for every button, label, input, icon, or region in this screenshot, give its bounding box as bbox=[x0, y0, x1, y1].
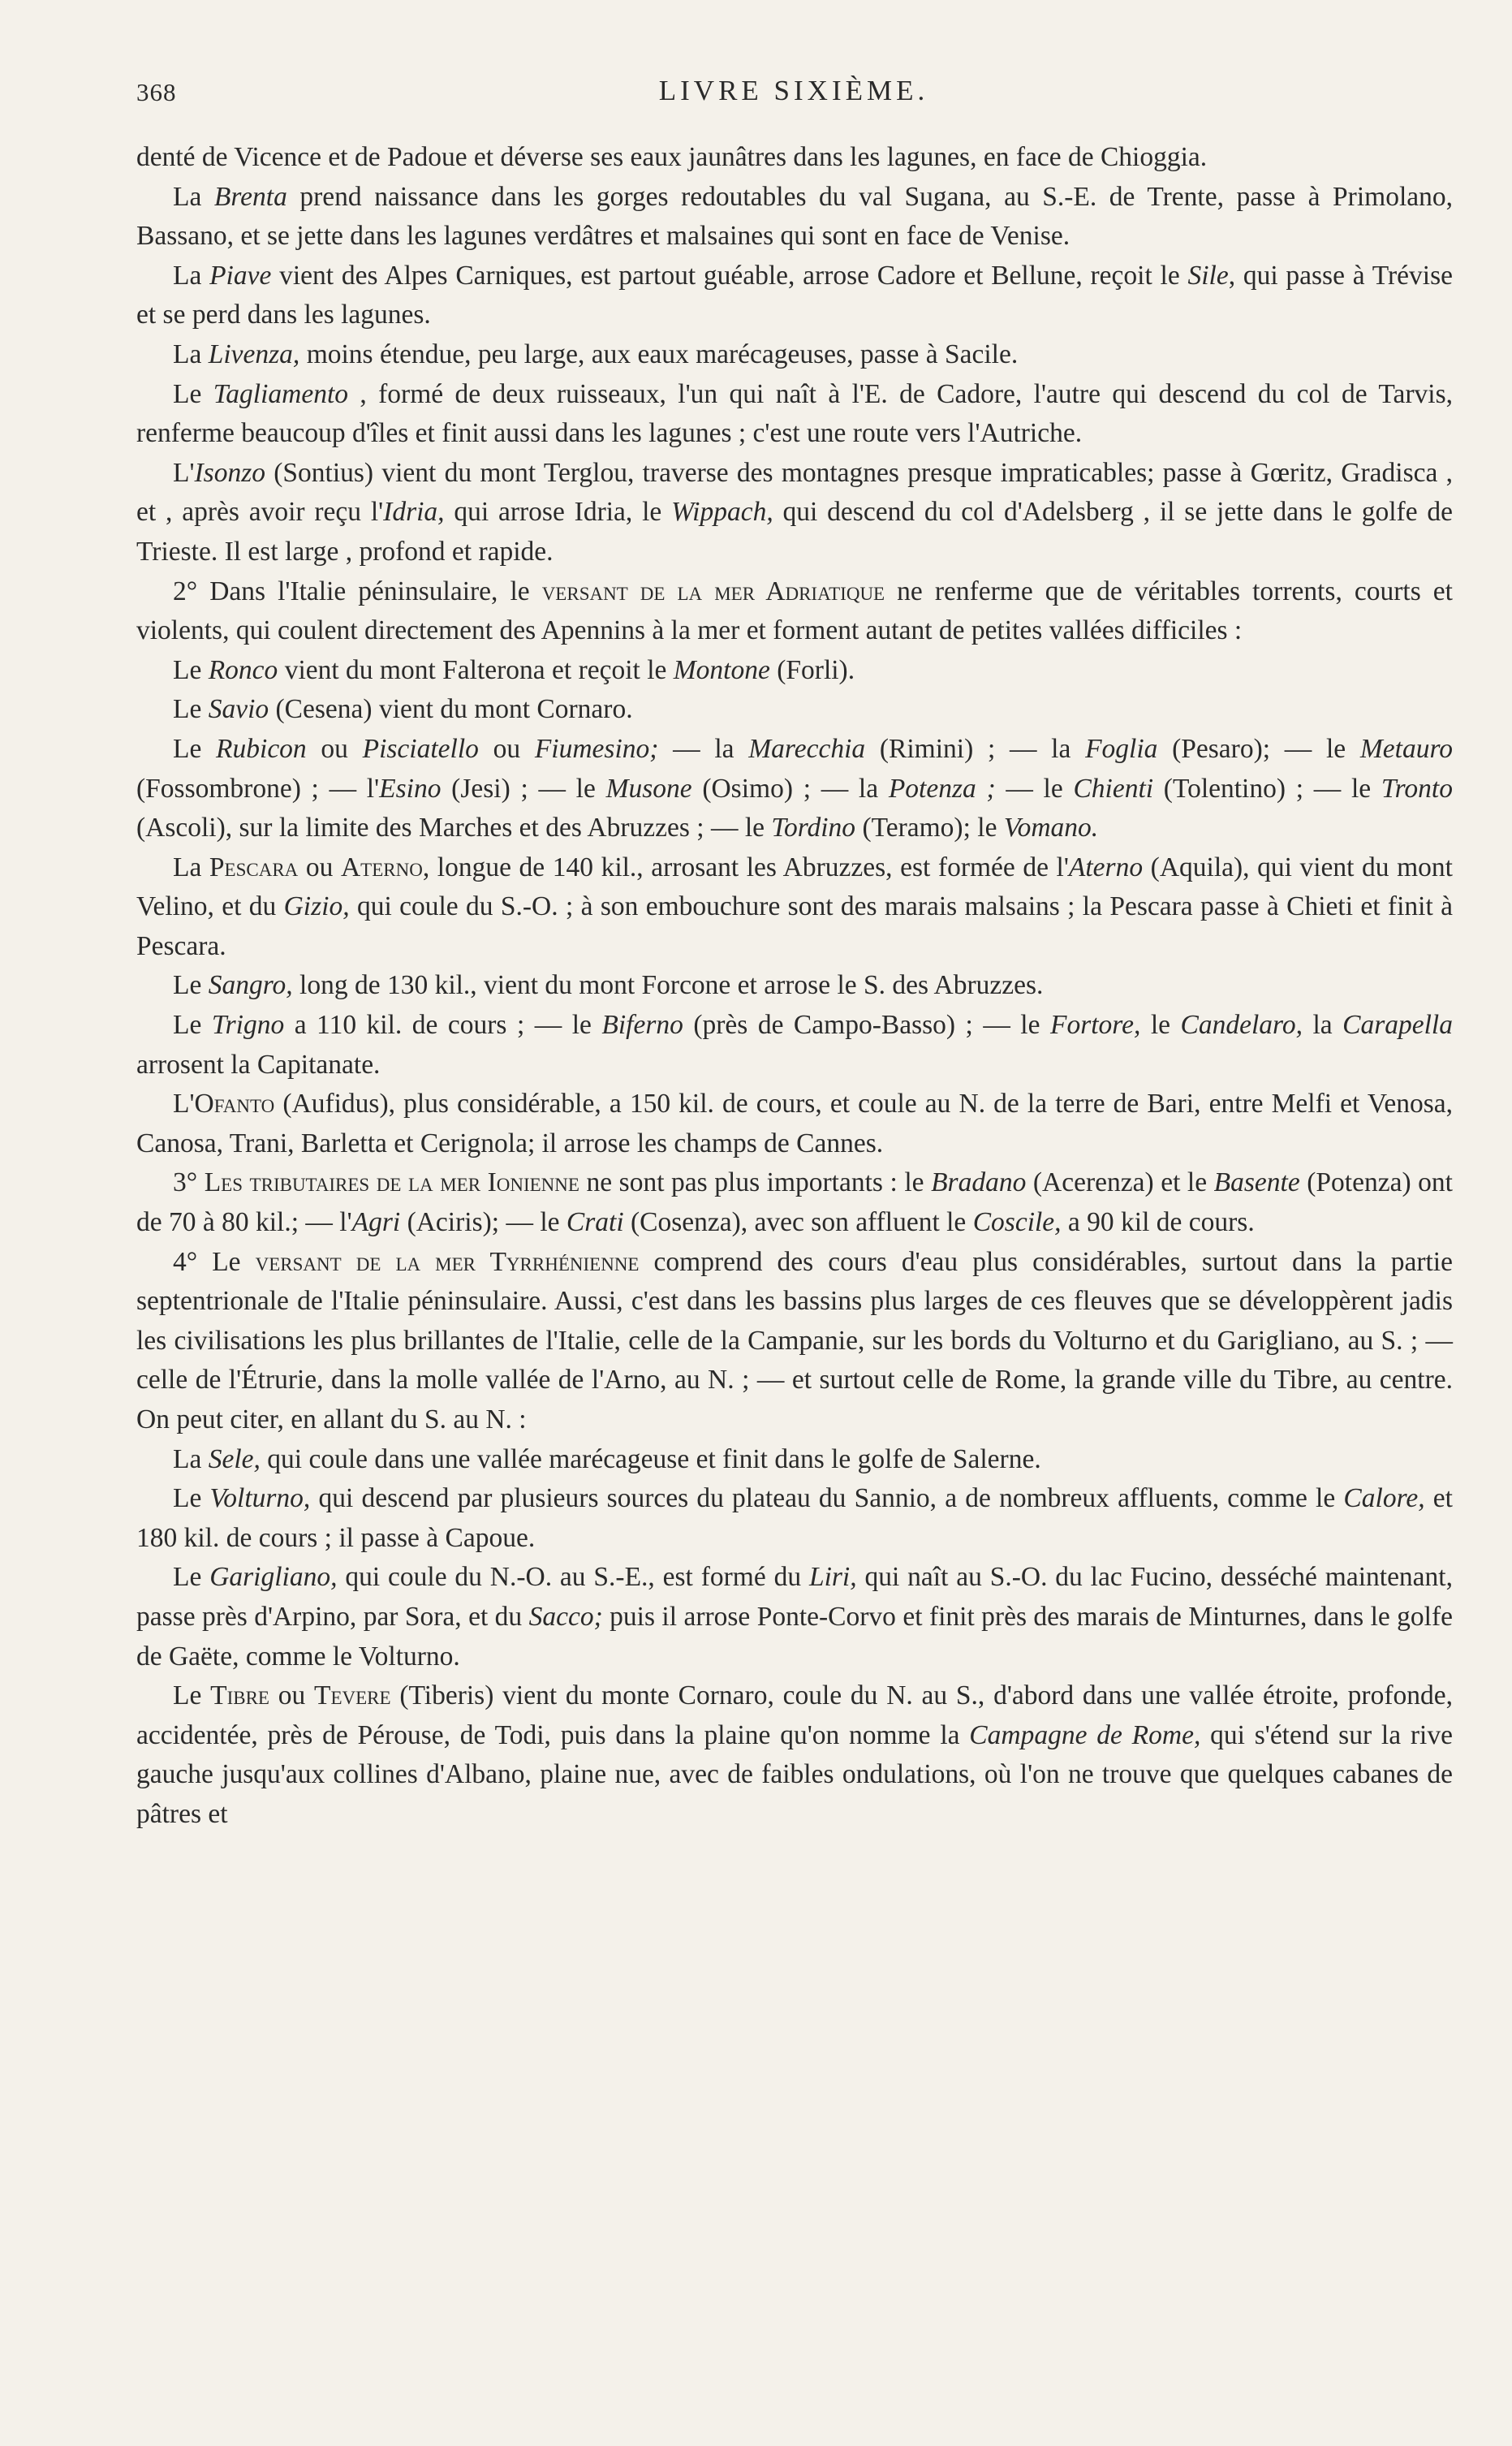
text-run: Le bbox=[173, 654, 209, 685]
text-run: 2° Dans l'Italie péninsulaire, le bbox=[173, 576, 542, 606]
text-run: puis il arrose Ponte-Corvo et finit près des marais de Minturnes, dans le golfe de Gaëte, comme le Volturno. bbox=[136, 1601, 1453, 1672]
paragraph-p11 bbox=[136, 848, 1453, 967]
text-run: — la bbox=[658, 733, 749, 764]
text-run: (Aquila), qui vient du mont Velino, et du bbox=[136, 852, 1453, 922]
text-run: qui descend du col d'Adelsberg , il se jette dans le golfe de Trieste. Il est large , profond et rapide. bbox=[136, 497, 1453, 567]
italic-term: Liri, bbox=[808, 1562, 857, 1593]
text-run: , formé de deux ruisseaux, l'un qui naît à l'E. de Cadore, l'autre qui descend du col de Tarvis, renferme beaucoup d'îles et finit aussi dans les lagunes ; c'est une route vers l'Autriche. bbox=[136, 378, 1453, 449]
small-caps-term: Tevere bbox=[314, 1680, 391, 1711]
italic-term: Tronto bbox=[1381, 773, 1453, 804]
text-run: La bbox=[173, 1443, 209, 1474]
paragraph-p10 bbox=[136, 730, 1453, 848]
italic-term: Savio bbox=[208, 694, 269, 725]
text-run: (Cesena) vient du mont Cornaro. bbox=[269, 694, 633, 725]
italic-term: Agri bbox=[351, 1207, 401, 1238]
italic-term: Tordino bbox=[771, 813, 856, 843]
text-run: (Teramo); le bbox=[855, 813, 1004, 843]
small-caps-term: Les tributaires de la mer Ionienne bbox=[204, 1167, 579, 1198]
text-run: prend naissance dans les gorges redoutables du val Sugana, au S.-E. de Trente, passe à Primolano, Bassano, et se jette dans les lagunes verdâtres et malsaines qui sont en face de Venise. bbox=[136, 181, 1453, 252]
text-run: (Acerenza) et le bbox=[1026, 1167, 1214, 1198]
italic-term: Potenza ; bbox=[888, 773, 996, 804]
italic-term: Piave bbox=[209, 260, 272, 291]
paragraph-p2 bbox=[136, 178, 1453, 257]
text-run: Le bbox=[173, 1483, 210, 1514]
page-header bbox=[136, 71, 1451, 112]
text-run: , longue de 140 kil., arrosant les Abruzzes, est formée de l' bbox=[422, 852, 1069, 882]
paragraph-p16 bbox=[136, 1243, 1453, 1440]
text-run: (Tiberis) vient du monte Cornaro, coule du N. au S., d'abord dans une vallée étroite, profonde, accidentée, près de Pérouse, de Todi, puis dans la plaine qu'on nomme la bbox=[136, 1680, 1453, 1750]
italic-term: Campagne de Rome, bbox=[969, 1719, 1201, 1750]
italic-term: Garigliano, bbox=[209, 1562, 338, 1593]
text-run: comprend des cours d'eau plus considérables, surtout dans la partie septentrionale de l'Italie péninsulaire. Aussi, c'est dans les bassins plus larges de ces fleuves que se développèrent jadis les civilisations les plus brillantes de l'Italie, celle de la Campanie, sur les bords du Volturno et du Garigliano, au S. ; — celle de l'Étrurie, dans la molle vallée de l'Arno, au N. ; — et surtout celle de Rome, la grande ville du Tibre, au centre. On peut citer, en allant du S. au N. : bbox=[136, 1246, 1453, 1434]
italic-term: Trigno bbox=[211, 1010, 285, 1041]
small-caps-term: Tibre bbox=[210, 1680, 269, 1711]
paragraph-p19 bbox=[136, 1558, 1453, 1676]
small-caps-term: Aterno bbox=[340, 852, 423, 882]
text-run: Le bbox=[173, 694, 209, 725]
text-run: (Aufidus), plus considérable, a 150 kil. de cours, et coule au N. de la terre de Bari, entre Melfi et Venosa, Canosa, Trani, Barletta et Cerignola; il arrose les champs de Cannes. bbox=[136, 1089, 1453, 1158]
text-run: (près de Campo-Basso) ; — le bbox=[683, 1010, 1050, 1041]
paragraph-p6 bbox=[136, 454, 1453, 572]
body-text bbox=[136, 138, 1453, 1835]
text-run: et 180 kil. de cours ; il passe à Capoue. bbox=[136, 1483, 1453, 1553]
text-run: La bbox=[173, 339, 209, 369]
italic-term: Aterno bbox=[1068, 852, 1144, 882]
text-run: (Osimo) ; — la bbox=[691, 773, 889, 804]
text-run: Le bbox=[173, 733, 217, 764]
italic-term: Wippach, bbox=[671, 497, 773, 528]
text-run: qui arrose Idria, le bbox=[444, 497, 672, 528]
small-caps-term: Pescara bbox=[209, 852, 299, 882]
text-run: (Forli). bbox=[769, 654, 855, 685]
text-run: qui coule dans une vallée marécageuse et finit dans le golfe de Salerne. bbox=[260, 1443, 1041, 1474]
italic-term: Livenza, bbox=[208, 339, 300, 369]
italic-term: Ronco bbox=[208, 654, 278, 685]
italic-term: Marecchia bbox=[748, 733, 866, 764]
italic-term: Isonzo bbox=[194, 457, 265, 488]
italic-term: Candelaro, bbox=[1180, 1010, 1303, 1041]
italic-term: Sele, bbox=[208, 1443, 261, 1474]
text-run: arrosent la Capitanate. bbox=[136, 1049, 381, 1080]
text-run: ou bbox=[298, 852, 341, 882]
italic-term: Fortore, bbox=[1049, 1010, 1141, 1041]
italic-term: Calore, bbox=[1343, 1483, 1425, 1514]
paragraph-p5 bbox=[136, 375, 1453, 454]
paragraph-p1 bbox=[136, 138, 1453, 178]
text-run: 4° Le bbox=[173, 1246, 256, 1277]
paragraph-p15 bbox=[136, 1163, 1453, 1242]
italic-term: Bradano bbox=[931, 1167, 1027, 1198]
text-run: a 110 kil. de cours ; — le bbox=[284, 1010, 602, 1041]
small-caps-term: versant de la mer Tyrrhénienne bbox=[255, 1246, 640, 1277]
text-run: Le bbox=[173, 1010, 212, 1041]
text-run: La bbox=[173, 181, 214, 212]
paragraph-p7 bbox=[136, 572, 1453, 651]
text-run: ou bbox=[269, 1680, 315, 1711]
text-run: ne sont pas plus importants : le bbox=[579, 1167, 932, 1198]
italic-term: Vomano. bbox=[1003, 813, 1099, 843]
italic-term: Metauro bbox=[1359, 733, 1454, 764]
text-run: vient du mont Falterona et reçoit le bbox=[278, 654, 674, 685]
text-run: qui coule du N.-O. au S.-E., est formé du bbox=[337, 1562, 809, 1593]
italic-term: Montone bbox=[673, 654, 770, 685]
text-run: (Ascoli), sur la limite des Marches et des Abruzzes ; — le bbox=[136, 813, 772, 843]
text-run: ou bbox=[478, 733, 535, 764]
paragraph-p12 bbox=[136, 966, 1453, 1006]
text-run: Le bbox=[173, 1680, 211, 1711]
text-run: La bbox=[173, 260, 210, 291]
text-run: ne renferme que de véritables torrents, courts et violents, qui coulent directement des Apennins à la mer et forment autant de petites vallées difficiles : bbox=[136, 576, 1453, 646]
text-run: qui coule du S.-O. ; à son embouchure sont des marais malsains ; la Pescara passe à Chieti et finit à Pescara. bbox=[136, 891, 1453, 961]
small-caps-term: versant de la mer Adriatique bbox=[541, 576, 885, 606]
text-run: , qui passe à Trévise et se perd dans les lagunes. bbox=[136, 260, 1453, 330]
text-run: le bbox=[1140, 1010, 1181, 1041]
italic-term: Chienti bbox=[1073, 773, 1154, 804]
text-run: long de 130 kil., vient du mont Forcone et arrose le S. des Abruzzes. bbox=[292, 970, 1044, 1001]
paragraph-p13 bbox=[136, 1006, 1453, 1085]
italic-term: Volturno, bbox=[209, 1483, 311, 1514]
italic-term: Crati bbox=[566, 1207, 624, 1238]
text-run: qui naît au S.-O. du lac Fucino, desséché maintenant, passe près d'Arpino, par Sora, et du bbox=[136, 1562, 1453, 1632]
text-run: (Sontius) vient du mont Terglou, traverse des montagnes presque impraticables; passe à Gœritz, Gradisca , et , après avoir reçu l' bbox=[136, 457, 1453, 528]
text-run: ou bbox=[306, 733, 363, 764]
italic-term: Foglia bbox=[1085, 733, 1158, 764]
text-run: (Cosenza), avec son affluent le bbox=[623, 1207, 973, 1238]
text-run: Le bbox=[173, 970, 209, 1001]
text-run: (Pesaro); — le bbox=[1157, 733, 1360, 764]
paragraph-p18 bbox=[136, 1479, 1453, 1558]
italic-term: Sacco; bbox=[528, 1601, 603, 1632]
text-run: L' bbox=[173, 457, 195, 488]
text-run: Le bbox=[173, 378, 213, 409]
italic-term: Basente bbox=[1213, 1167, 1300, 1198]
text-run: (Fossombrone) ; — l' bbox=[136, 773, 380, 804]
paragraph-p9 bbox=[136, 690, 1453, 730]
text-run: (Tolentino) ; — le bbox=[1153, 773, 1381, 804]
text-run: moins étendue, peu large, aux eaux marécageuses, passe à Sacile. bbox=[299, 339, 1019, 369]
text-run: vient des Alpes Carniques, est partout guéable, arrose Cadore et Bellune, reçoit le bbox=[271, 260, 1188, 291]
italic-term: Coscile, bbox=[972, 1207, 1062, 1238]
text-run: (Aciris); — le bbox=[400, 1207, 566, 1238]
italic-term: Pisciatello bbox=[362, 733, 479, 764]
paragraph-p17 bbox=[136, 1440, 1453, 1480]
text-run: (Jesi) ; — le bbox=[441, 773, 606, 804]
text-run: qui s'étend sur la rive gauche jusqu'aux collines d'Albano, plaine nue, avec de faibles ondulations, où l'on ne trouve que quelques cabanes de pâtres et bbox=[136, 1719, 1453, 1829]
paragraph-p4 bbox=[136, 335, 1453, 375]
italic-term: Biferno bbox=[601, 1010, 683, 1041]
italic-term: Esino bbox=[379, 773, 442, 804]
text-run: — le bbox=[995, 773, 1074, 804]
text-run: denté de Vicence et de Padoue et déverse ses eaux jaunâtres dans les lagunes, en face de Chioggia. bbox=[136, 142, 1208, 172]
paragraph-p20 bbox=[136, 1676, 1453, 1834]
italic-term: Rubicon bbox=[216, 733, 307, 764]
italic-term: Tagliamento bbox=[213, 378, 349, 409]
small-caps-term: Ofanto bbox=[194, 1089, 275, 1119]
italic-term: Musone bbox=[605, 773, 692, 804]
italic-term: Brenta bbox=[213, 181, 287, 212]
paragraph-p14 bbox=[136, 1085, 1453, 1163]
italic-term: Sangro, bbox=[208, 970, 293, 1001]
text-run: Le bbox=[173, 1562, 210, 1593]
page-number: 368 bbox=[136, 78, 177, 106]
italic-term: Gizio, bbox=[283, 891, 350, 922]
italic-term: Fiumesino; bbox=[534, 733, 659, 764]
text-run: qui descend par plusieurs sources du plateau du Sannio, a de nombreux affluents, comme le bbox=[310, 1483, 1344, 1514]
italic-term: Carapella bbox=[1342, 1010, 1453, 1041]
italic-term: Sile bbox=[1187, 260, 1229, 291]
paragraph-p8 bbox=[136, 651, 1453, 691]
text-run: L' bbox=[173, 1089, 195, 1119]
italic-term: Idria, bbox=[383, 497, 445, 528]
text-run: la bbox=[1302, 1010, 1343, 1041]
text-run: 3° bbox=[173, 1167, 205, 1198]
running-title: LIVRE SIXIÈME. bbox=[658, 75, 929, 106]
paragraph-p3 bbox=[136, 257, 1453, 335]
text-run: a 90 kil de cours. bbox=[1061, 1207, 1255, 1238]
text-run: (Rimini) ; — la bbox=[865, 733, 1086, 764]
text-run: (Potenza) ont de 70 à 80 kil.; — l' bbox=[136, 1167, 1453, 1238]
text-run: La bbox=[173, 852, 209, 882]
